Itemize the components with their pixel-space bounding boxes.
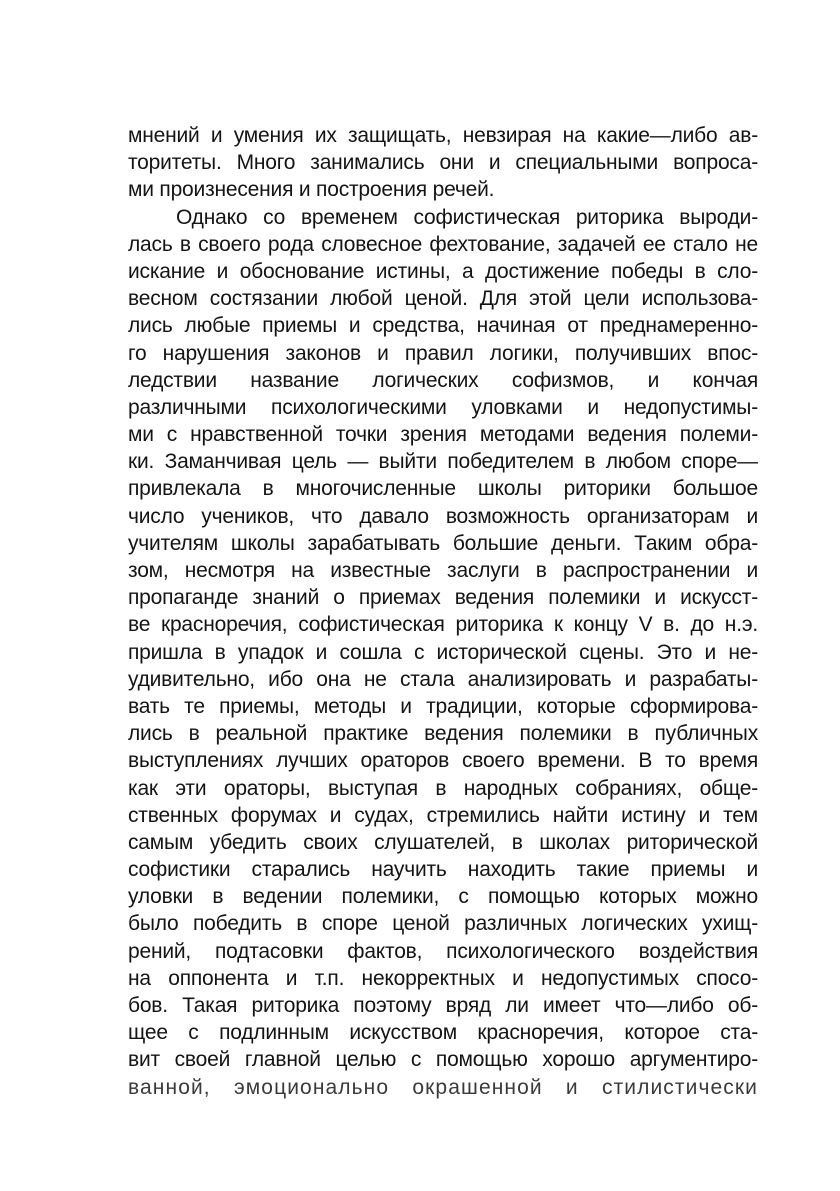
text-line: на оппонента и т.п. некорректных и недопустимых спосо- bbox=[128, 966, 758, 990]
text-line: различными психологическими уловками и недопустимы- bbox=[128, 395, 758, 419]
text-line: ми произнесения и построения речей. bbox=[128, 178, 495, 202]
text-line: ве красноречия, софистическая риторика к концу V в. до н.э. bbox=[128, 613, 758, 637]
text-line: число учеников, что давало возможность организаторам и bbox=[128, 504, 758, 528]
text-line: самым убедить своих слушателей, в школах риторической bbox=[128, 830, 758, 854]
text-line: рений, подтасовки фактов, психологического воздействия bbox=[128, 939, 758, 963]
text-line: лись любые приемы и средства, начиная от преднамеренно- bbox=[128, 314, 758, 338]
text-line: ки. Заманчивая цель — выйти победителем в любом споре— bbox=[128, 450, 758, 474]
text-line: вит своей главной целью с помощью хорошо аргументиро- bbox=[128, 1048, 758, 1072]
text-line: софистики старались научить находить такие приемы и bbox=[128, 858, 758, 882]
body-text bbox=[128, 122, 758, 1101]
text-line: весном состязании любой ценой. Для этой цели использова- bbox=[128, 287, 758, 311]
text-line: уловки в ведении полемики, с помощью которых можно bbox=[128, 885, 758, 909]
text-line: удивительно, ибо она не стала анализировать и разрабаты- bbox=[128, 667, 758, 691]
text-line: щее с подлинным искусством красноречия, которое ста- bbox=[128, 1021, 758, 1045]
text-line: лись в реальной практике ведения полемики в публичных bbox=[128, 722, 758, 746]
text-line: привлекала в многочисленные школы риторики большое bbox=[128, 477, 758, 501]
text-line: го нарушения законов и правил логики, получивших впос- bbox=[128, 341, 758, 365]
text-line: ледствии название логических софизмов, и кончая bbox=[128, 368, 758, 392]
text-line: было победить в споре ценой различных логических ухищ- bbox=[128, 912, 758, 936]
text-line: лась в своего рода словесное фехтование, задачей ее стало не bbox=[128, 232, 758, 256]
text-line: учителям школы зарабатывать большие деньги. Таким обра- bbox=[128, 531, 758, 555]
text-line: выступлениях лучших ораторов своего времени. В то время bbox=[128, 749, 758, 773]
text-line: как эти ораторы, выступая в народных собраниях, обще- bbox=[128, 776, 758, 800]
text-line: пропаганде знаний о приемах ведения полемики и искусст- bbox=[128, 586, 758, 610]
text-line-faded: ванной, эмоционально окрашенной и стилистически bbox=[128, 1075, 758, 1099]
text-line: ми с нравственной точки зрения методами ведения полеми- bbox=[128, 423, 758, 447]
text-line: торитеты. Много занимались они и специальными вопроса- bbox=[128, 151, 758, 175]
text-line: искание и обоснование истины, а достижение победы в сло- bbox=[128, 259, 758, 283]
text-line: бов. Такая риторика поэтому вряд ли имеет что—либо об- bbox=[128, 994, 758, 1017]
text-line: мнений и умения их защищать, невзирая на какие—либо ав- bbox=[128, 124, 758, 147]
text-line: зом, несмотря на известные заслуги в распространении и bbox=[128, 559, 758, 582]
text-line: вать те приемы, методы и традиции, которые сформирова- bbox=[128, 694, 758, 718]
text-line: пришла в упадок и сошла с исторической сцены. Это и не- bbox=[128, 640, 758, 664]
paragraph-first-line: Однако со временем софистическая риторика выроди- bbox=[176, 205, 758, 229]
text-line: ственных форумах и судах, стремились найти истину и тем bbox=[128, 803, 758, 827]
